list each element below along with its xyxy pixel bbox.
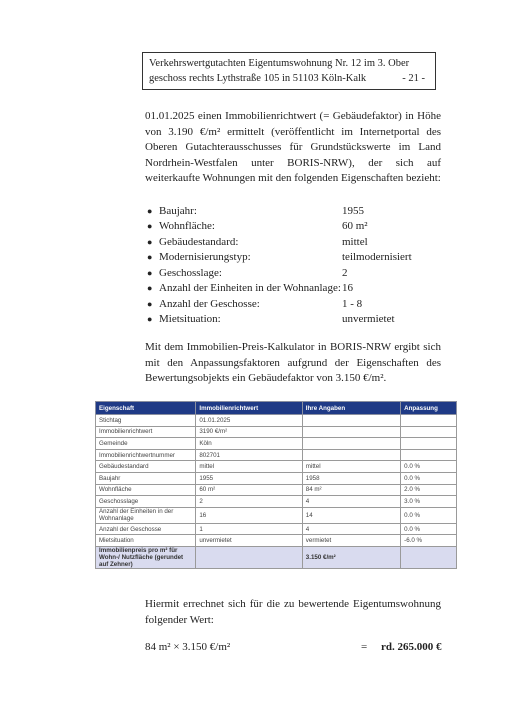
list-item: ● Modernisierungstyp: teilmodernisiert [147,251,412,264]
calculation-formula: 84 m² × 3.150 €/m² [145,641,231,653]
bullet-icon: ● [147,283,153,294]
column-header: Immobilienrichtwert [196,402,302,415]
column-header: Eigenschaft [96,402,196,415]
table-row: Mietsituation unvermietet vermietet -6.0 % [96,535,457,547]
list-item: ● Gebäudestandard: mittel [147,235,368,248]
calculator-paragraph: Mit dem Immobilien-Preis-Kalkulator in BORIS-NRW ergibt sich mit den Anpassungsfaktoren aufgrund der Eigenschaften des Bewertungsobjekts ein Gebäudefaktor von 3.150 €/m². [145,341,441,384]
column-header: Anpassung [401,402,457,415]
table-row: Immobilienrichtwertnummer 802701 [96,449,457,461]
table-row: Gebäudestandard mittel mittel 0.0 % [96,461,457,473]
header-title-line1: Verkehrswertgutachten Eigentumswohnung Nr. 12 im 3. Ober [149,58,410,69]
page-number: - 21 - [402,73,425,84]
table-result-row: Immobilienpreis pro m² für Wohn-/ Nutzfläche (gerundet auf Zehner) 3.150 €/m² [96,546,457,568]
result-paragraph: Hiermit errechnet sich für die zu bewertende Eigentumswohnung folgender Wert: [145,598,441,626]
table-row: Anzahl der Einheiten in der Wohnanlage 16 14 0.0 % [96,507,457,523]
intro-paragraph: 01.01.2025 einen Immobilienrichtwert (= Gebäudefaktor) in Höhe von 3.190 €/m² ermittelt (veröffentlicht im Internetportal des Oberen Gutachterausschusses für Grundstückswerte im Land Nordrhein-Westfalen unter BORIS-NRW), der sich auf weiterkaufte Wohnungen mit den folgenden Eigenschaften bezieht: [145,110,441,184]
calculation-equals: = [361,641,368,653]
bullet-icon: ● [147,205,153,216]
table-row: Anzahl der Geschosse 1 4 0.0 % [96,523,457,535]
list-item: ● Wohnfläche: 60 m² [147,220,368,233]
table-row: Baujahr 1955 1958 0.0 % [96,472,457,484]
bullet-icon: ● [147,267,153,278]
table-row: Gemeinde Köln [96,438,457,450]
table-header-row [96,402,457,415]
table-row: Wohnfläche 60 m² 84 m² 2.0 % [96,484,457,496]
page-header [142,52,436,90]
bullet-icon: ● [147,236,153,247]
table-row: Stichtag 01.01.2025 [96,415,457,427]
bullet-icon: ● [147,252,153,263]
value-calculation [145,641,443,653]
column-header: Ihre Angaben [302,402,400,415]
list-item: ● Anzahl der Geschosse: 1 - 8 [147,297,363,310]
calculation-result: rd. 265.000 € [381,641,442,653]
header-title-line2: geschoss rechts Lythstraße 105 in 51103 Köln-Kalk [149,73,367,84]
bullet-icon: ● [147,221,153,232]
bullet-icon: ● [147,298,153,309]
list-item: ● Baujahr: 1955 [147,204,364,217]
table-row: Immobilienrichtwert 3190 €/m² [96,426,457,438]
table-row: Geschosslage 2 4 3.0 % [96,496,457,508]
list-item: ● Mietsituation: unvermietet [147,313,395,326]
list-item: ● Geschosslage: 2 [147,266,348,279]
list-item: ● Anzahl der Einheiten in der Wohnanlage: 16 [147,282,353,295]
boris-adjustment-table [95,401,457,569]
property-characteristics-list [147,203,447,327]
bullet-icon: ● [147,314,153,325]
